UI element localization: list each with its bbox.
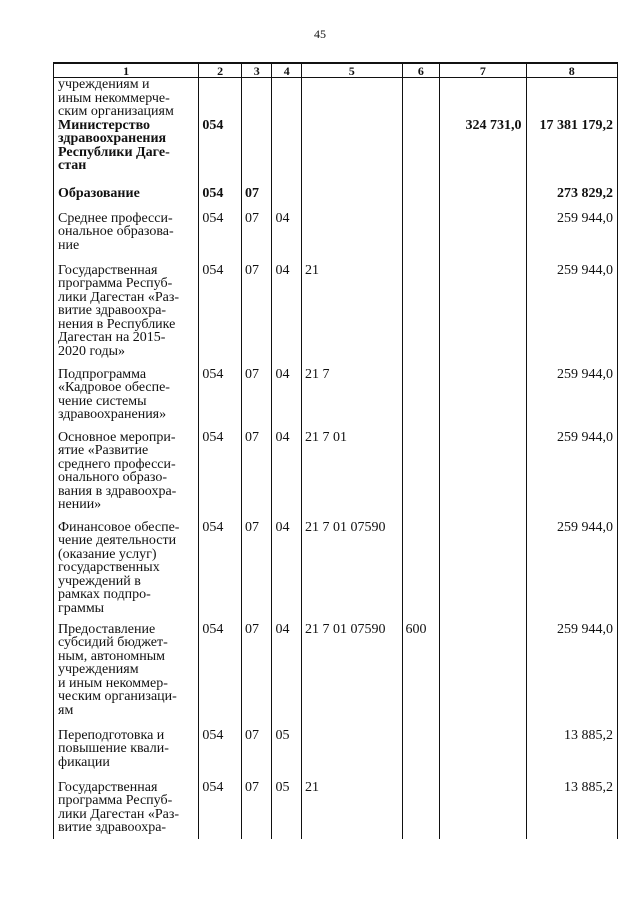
cell-name: Финансовое обеспе- чение деятельности (оказание услуг) государственных учреждений в рамках подпро- граммы [54, 521, 199, 623]
cell-ministry-code: 054 [199, 119, 242, 187]
cell-amount-col7 [440, 729, 526, 781]
cell-section: 07 [241, 368, 271, 431]
cell-target-article [301, 729, 402, 781]
cell-expense-type [402, 212, 440, 264]
cell-name: Государственная программа Респуб- лики Дагестан «Раз- витие здравоохра- [54, 781, 199, 839]
table-row [54, 187, 618, 212]
cell-amount-col8: 259 944,0 [526, 431, 618, 521]
cell-target-article: 21 7 01 07590 [301, 623, 402, 729]
cell-subsection: 04 [272, 431, 301, 521]
cell-name: Государственная программа Респуб- лики Дагестан «Раз- витие здравоохра- нения в Республике Дагестан на 2015- 2020 годы» [54, 264, 199, 368]
column-header: 2 [199, 63, 242, 78]
table-row [54, 521, 618, 623]
cell-subsection: 05 [272, 729, 301, 781]
cell-section: 07 [241, 187, 271, 212]
cell-name: Образование [54, 187, 199, 212]
cell-ministry-code [199, 78, 242, 119]
cell-expense-type [402, 264, 440, 368]
cell-expense-type [402, 431, 440, 521]
cell-amount-col7 [440, 368, 526, 431]
cell-section: 07 [241, 431, 271, 521]
cell-ministry-code: 054 [199, 781, 242, 839]
column-header: 1 [54, 63, 199, 78]
header-row [54, 63, 618, 78]
cell-ministry-code: 054 [199, 729, 242, 781]
table-row [54, 368, 618, 431]
cell-amount-col8: 259 944,0 [526, 521, 618, 623]
cell-name: Предоставление субсидий бюджет- ным, автономным учреждениям и иным некоммер- ческим организаци- ям [54, 623, 199, 729]
cell-ministry-code: 054 [199, 521, 242, 623]
table-row [54, 212, 618, 264]
cell-amount-col8 [526, 78, 618, 119]
column-header: 7 [440, 63, 526, 78]
cell-amount-col7 [440, 521, 526, 623]
cell-amount-col8: 259 944,0 [526, 368, 618, 431]
cell-section: 07 [241, 264, 271, 368]
budget-table [53, 62, 618, 839]
cell-amount-col8: 13 885,2 [526, 781, 618, 839]
cell-amount-col8: 13 885,2 [526, 729, 618, 781]
cell-section: 07 [241, 729, 271, 781]
column-header: 3 [241, 63, 271, 78]
cell-section: 07 [241, 781, 271, 839]
cell-amount-col7 [440, 264, 526, 368]
cell-expense-type [402, 78, 440, 119]
cell-subsection [272, 119, 301, 187]
cell-subsection: 04 [272, 264, 301, 368]
cell-section: 07 [241, 623, 271, 729]
cell-section: 07 [241, 521, 271, 623]
cell-amount-col8: 259 944,0 [526, 623, 618, 729]
cell-expense-type [402, 521, 440, 623]
cell-ministry-code: 054 [199, 264, 242, 368]
cell-name: Подпрограмма «Кадровое обеспе- чение системы здравоохранения» [54, 368, 199, 431]
cell-ministry-code: 054 [199, 187, 242, 212]
table-row [54, 264, 618, 368]
table-row [54, 78, 618, 119]
column-header: 5 [301, 63, 402, 78]
cell-expense-type [402, 729, 440, 781]
table-row [54, 119, 618, 187]
cell-amount-col7: 324 731,0 [440, 119, 526, 187]
cell-target-article [301, 78, 402, 119]
cell-name: учреждениям и иным некоммерче- ским организациям [54, 78, 199, 119]
cell-target-article: 21 [301, 264, 402, 368]
table-row [54, 729, 618, 781]
cell-target-article: 21 7 01 07590 [301, 521, 402, 623]
cell-name: Основное меропри- ятие «Развитие среднего професси- онального образо- вания в здравоохра- нении» [54, 431, 199, 521]
column-header: 6 [402, 63, 440, 78]
cell-ministry-code: 054 [199, 431, 242, 521]
cell-amount-col7 [440, 78, 526, 119]
cell-subsection: 05 [272, 781, 301, 839]
cell-name: Среднее професси- ональное образова- ние [54, 212, 199, 264]
column-header: 8 [526, 63, 618, 78]
cell-target-article [301, 212, 402, 264]
cell-expense-type: 600 [402, 623, 440, 729]
cell-name: Министерство здравоохранения Республики Даге- стан [54, 119, 199, 187]
column-header: 4 [272, 63, 301, 78]
cell-target-article: 21 7 01 [301, 431, 402, 521]
cell-ministry-code: 054 [199, 368, 242, 431]
cell-section [241, 78, 271, 119]
cell-amount-col8: 259 944,0 [526, 264, 618, 368]
cell-target-article: 21 7 [301, 368, 402, 431]
cell-subsection: 04 [272, 368, 301, 431]
cell-subsection: 04 [272, 521, 301, 623]
cell-target-article [301, 187, 402, 212]
cell-target-article [301, 119, 402, 187]
cell-section [241, 119, 271, 187]
cell-amount-col8: 259 944,0 [526, 212, 618, 264]
cell-expense-type [402, 781, 440, 839]
cell-amount-col7 [440, 431, 526, 521]
cell-amount-col8: 273 829,2 [526, 187, 618, 212]
table-row [54, 781, 618, 839]
table-row [54, 431, 618, 521]
cell-expense-type [402, 119, 440, 187]
cell-section: 07 [241, 212, 271, 264]
page-number: 45 [314, 27, 326, 41]
cell-amount-col7 [440, 623, 526, 729]
cell-name: Переподготовка и повышение квали- фикации [54, 729, 199, 781]
cell-amount-col8: 17 381 179,2 [526, 119, 618, 187]
cell-amount-col7 [440, 212, 526, 264]
cell-subsection [272, 78, 301, 119]
table-row [54, 623, 618, 729]
cell-subsection: 04 [272, 623, 301, 729]
cell-amount-col7 [440, 781, 526, 839]
cell-expense-type [402, 187, 440, 212]
cell-expense-type [402, 368, 440, 431]
cell-amount-col7 [440, 187, 526, 212]
cell-subsection [272, 187, 301, 212]
cell-subsection: 04 [272, 212, 301, 264]
cell-ministry-code: 054 [199, 623, 242, 729]
cell-ministry-code: 054 [199, 212, 242, 264]
cell-target-article: 21 [301, 781, 402, 839]
